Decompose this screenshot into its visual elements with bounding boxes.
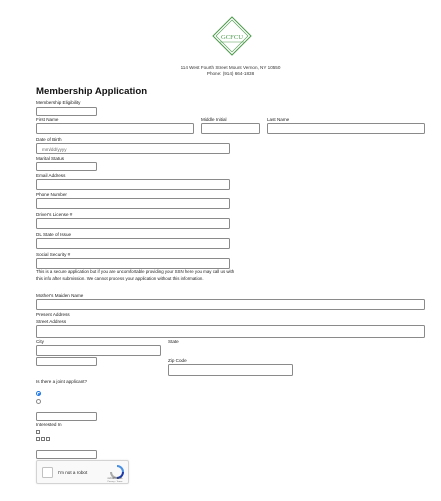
zip-label: Zip Code: [168, 358, 187, 363]
address-line: 114 West Fourth Street Mount Vernon, NY 10550: [180, 65, 281, 70]
middle-initial-input[interactable]: [201, 123, 260, 134]
interest-input[interactable]: [36, 450, 97, 459]
interest-checkbox-3[interactable]: [41, 437, 45, 441]
street-address-input[interactable]: [36, 325, 425, 338]
mothers-maiden-label: Mother's Maiden Name: [36, 293, 84, 298]
logo-text: GCFCU: [221, 34, 243, 41]
marital-status-label: Marital Status: [36, 156, 65, 161]
interest-checkbox-2[interactable]: [36, 437, 40, 441]
ssn-input[interactable]: [36, 258, 230, 269]
city-input[interactable]: [36, 345, 161, 356]
recaptcha-label: I'm not a robot: [58, 470, 88, 475]
last-name-label: Last Name: [267, 117, 290, 122]
first-name-input[interactable]: [36, 123, 194, 134]
joint-yes-radio[interactable]: [36, 391, 41, 396]
zip-input[interactable]: [168, 364, 293, 376]
recaptcha-brand: reCAPTCHA: [107, 477, 123, 480]
present-address-label: Present Address: [36, 312, 70, 317]
drivers-license-label: Driver's License #: [36, 212, 73, 217]
dob-label: Date of Birth: [36, 137, 62, 142]
recaptcha-checkbox[interactable]: [42, 467, 53, 478]
joint-no-radio[interactable]: [36, 399, 41, 404]
membership-eligibility-label: Membership Eligibility: [36, 100, 81, 105]
dl-state-label: DL State of Issue: [36, 232, 72, 237]
city-label: City: [36, 339, 44, 344]
street-address-label: Street Address: [36, 319, 67, 324]
ssn-label: Social Security #: [36, 252, 71, 257]
phone-line: Phone: (914) 664-1838: [206, 71, 255, 76]
recaptcha-terms[interactable]: Privacy - Terms: [107, 480, 123, 483]
first-name-label: First Name: [36, 117, 59, 122]
state-select[interactable]: [36, 357, 97, 366]
drivers-license-input[interactable]: [36, 218, 230, 229]
joint-applicant-label: Is there a joint applicant?: [36, 379, 88, 384]
joint-applicant-input[interactable]: [36, 412, 97, 421]
recaptcha-widget: [36, 460, 129, 484]
dob-input[interactable]: mm/dd/yyyy: [36, 143, 230, 154]
interest-checkbox-1[interactable]: [36, 430, 40, 434]
mothers-maiden-input[interactable]: [36, 299, 425, 310]
interest-checkbox-4[interactable]: [46, 437, 50, 441]
page-title: Membership Application: [36, 86, 148, 97]
phone-input[interactable]: [36, 198, 230, 209]
last-name-input[interactable]: [267, 123, 425, 134]
email-input[interactable]: [36, 179, 230, 190]
state-label: State: [168, 339, 179, 344]
gcfcu-logo: [212, 16, 252, 56]
membership-eligibility-select[interactable]: [36, 107, 97, 116]
dl-state-input[interactable]: [36, 238, 230, 249]
phone-label: Phone Number: [36, 192, 67, 197]
email-label: Email Address: [36, 173, 66, 178]
ssn-note: This is a secure application but if you are uncomfortable providing your SSN here you may call us with this info after submission. We cannot process your application without this information.: [36, 269, 235, 281]
middle-initial-label: Middle Initial: [201, 117, 227, 122]
interested-in-label: Interested In: [36, 422, 62, 427]
marital-status-select[interactable]: [36, 162, 97, 171]
